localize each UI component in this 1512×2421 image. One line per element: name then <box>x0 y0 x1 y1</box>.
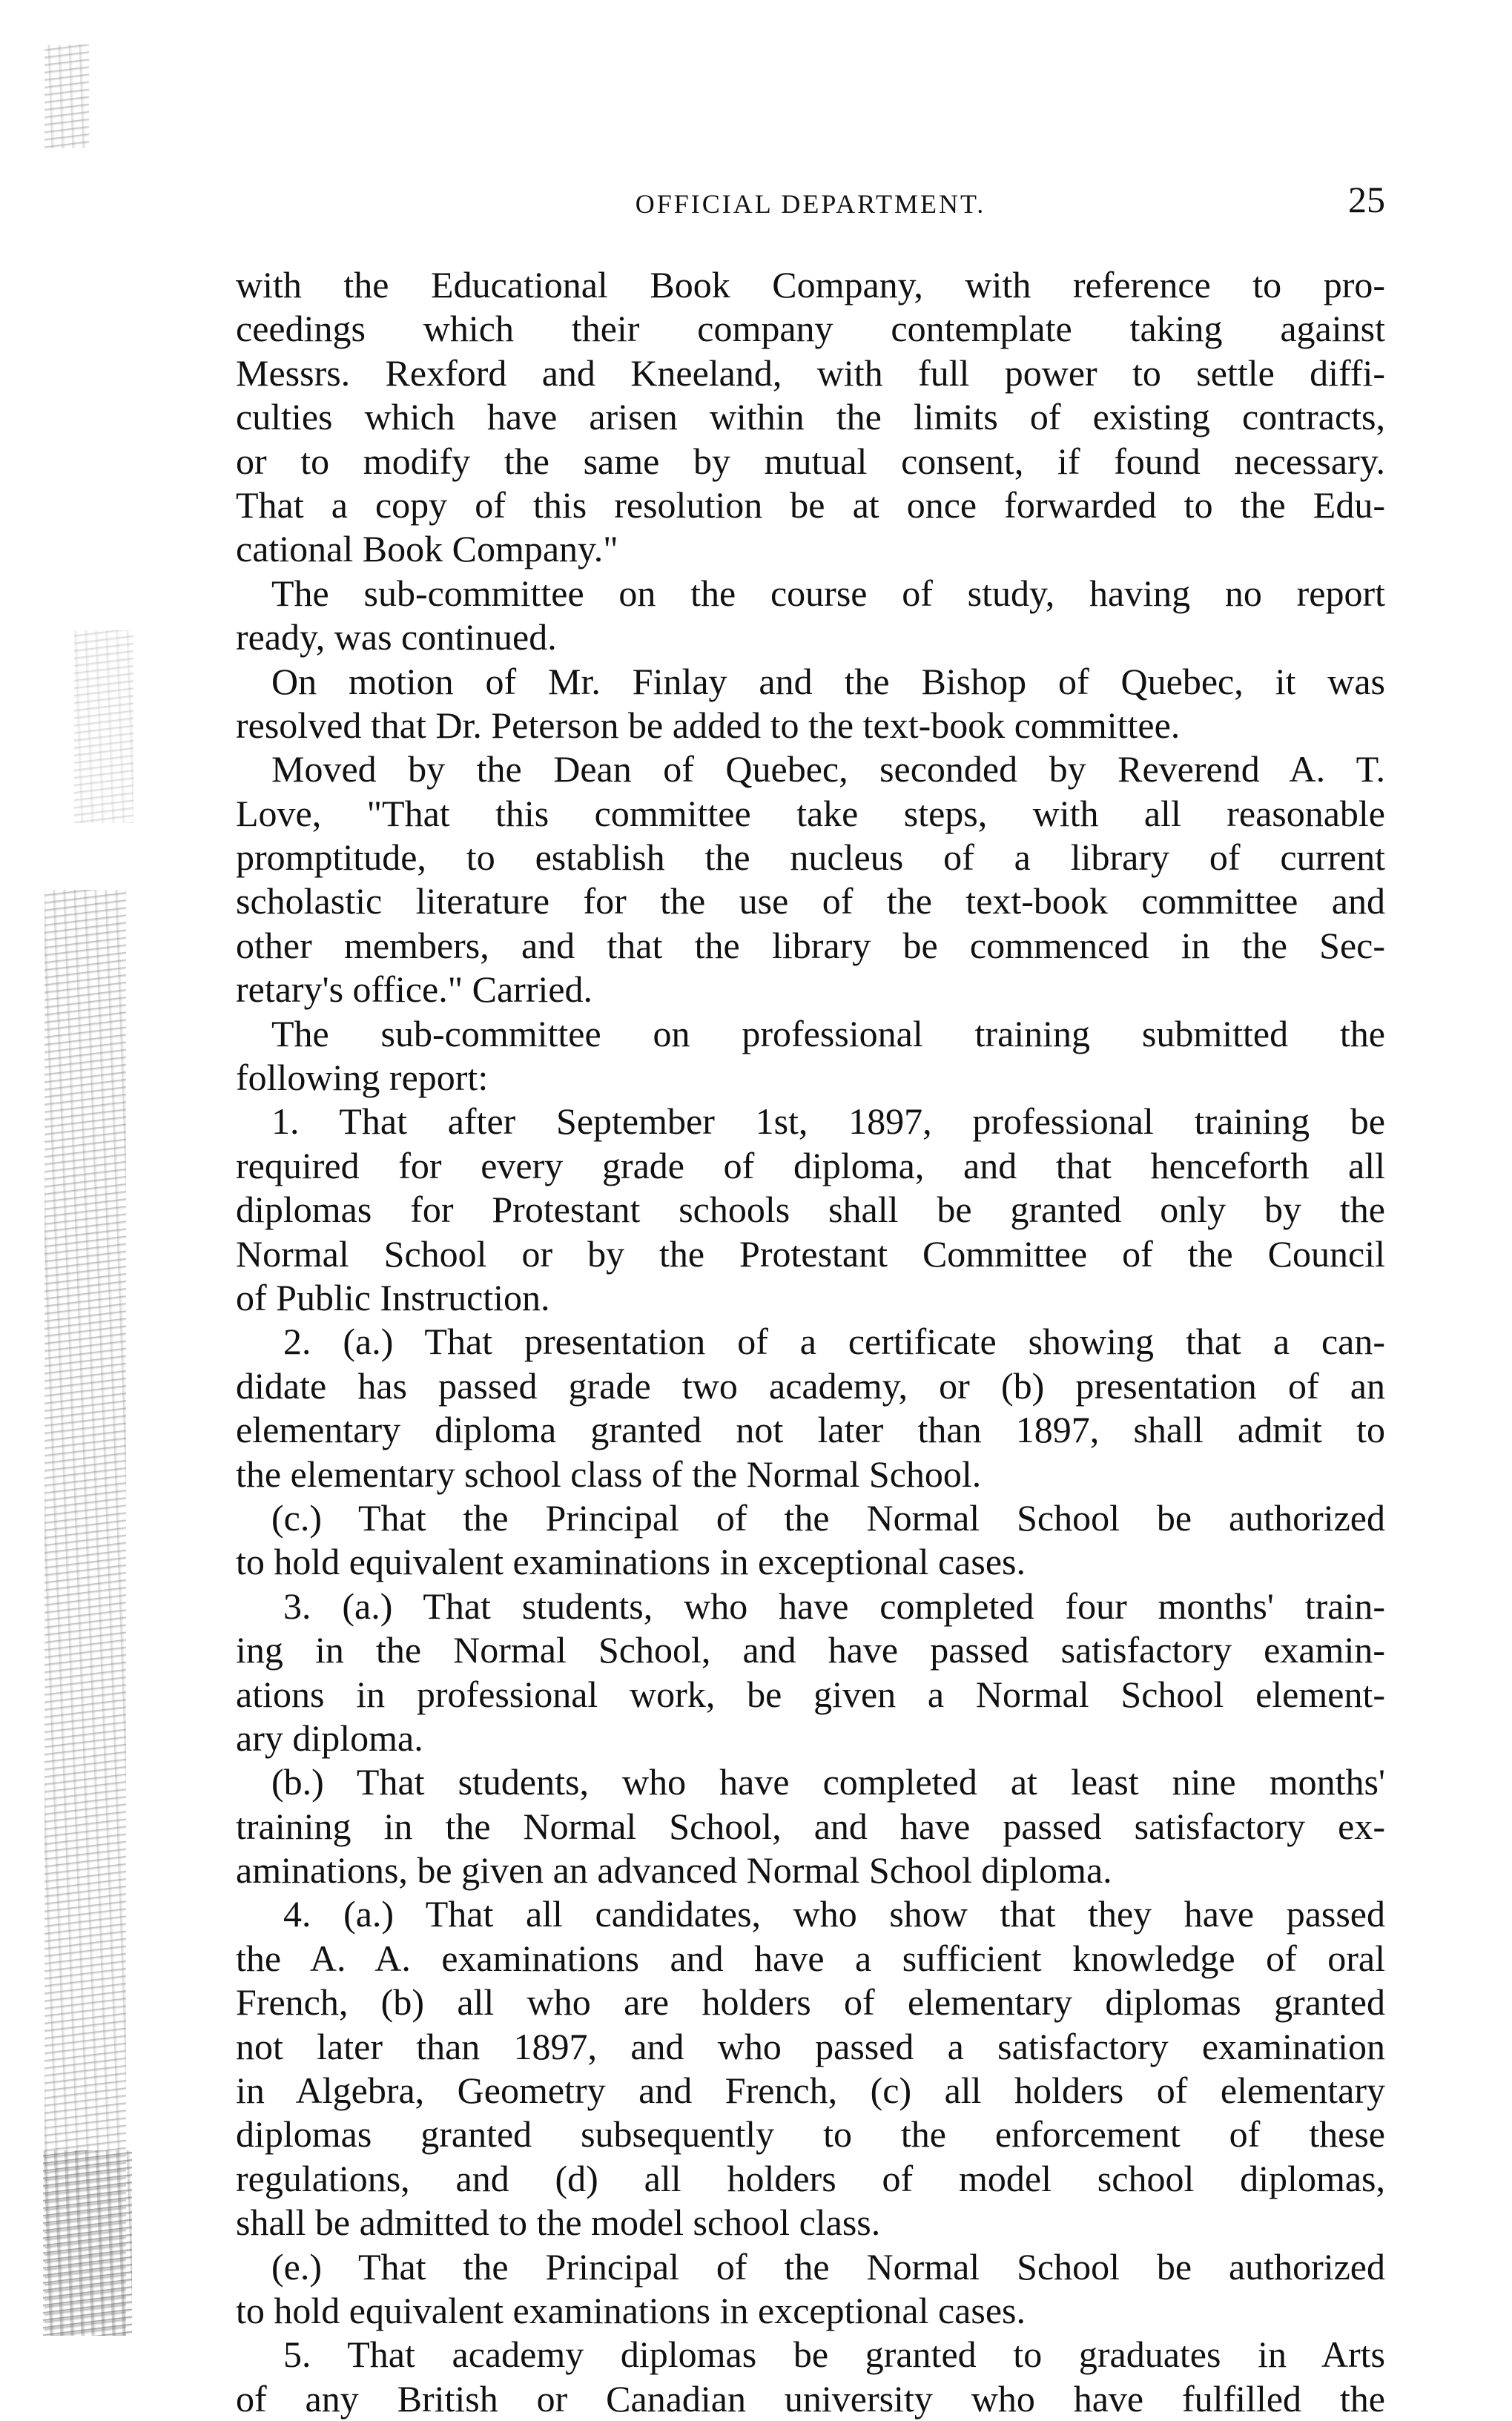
text-line: the A. A. examinations and have a sufficient knowledge of oral <box>236 1937 1385 1979</box>
text-line: Normal School or by the Protestant Committee of the Council <box>236 1232 1385 1275</box>
text-line: not later than 1897, and who passed a satisfactory examination <box>236 2025 1385 2067</box>
text-line: culties which have arisen within the limits of existing contracts, <box>236 396 1385 438</box>
text-line: The sub-committee on professional training submitted the <box>271 1012 1385 1054</box>
text-line: elementary diploma granted not later than 1897, shall admit to <box>236 1409 1385 1451</box>
body-text <box>236 263 1385 2421</box>
text-line: of any British or Canadian university who have fulfilled the <box>236 2377 1385 2420</box>
text-line: On motion of Mr. Finlay and the Bishop of Quebec, it was <box>271 660 1385 702</box>
text-line: diplomas for Protestant schools shall be granted only by the <box>236 1189 1385 1231</box>
text-line: or to modify the same by mutual consent, if found necessary. <box>236 440 1385 482</box>
text-line: (e.) That the Principal of the Normal School be authorized <box>271 2245 1385 2288</box>
text-line: didate has passed grade two academy, or (b) presentation of an <box>236 1364 1385 1407</box>
scan-edge-noise <box>44 44 89 148</box>
text-line: Love, "That this committee take steps, with all reasonable <box>236 792 1385 834</box>
scan-binding-edge <box>44 890 126 2336</box>
text-line: with the Educational Book Company, with reference to pro- <box>236 264 1385 305</box>
text-line: Moved by the Dean of Quebec, seconded by Reverend A. T. <box>271 748 1385 790</box>
text-line: 5. That academy diplomas be granted to graduates in Arts <box>283 2334 1385 2376</box>
text-line: resolved that Dr. Peterson be added to the text-book committee. <box>236 704 1181 746</box>
text-line: scholastic literature for the use of the text-book committee and <box>236 880 1385 922</box>
text-line: following report: <box>236 1057 489 1099</box>
scan-edge-noise <box>74 630 133 823</box>
text-line: ary diploma. <box>236 1717 423 1759</box>
text-line: required for every grade of diploma, and that henceforth all <box>236 1144 1385 1186</box>
text-line: ceedings which their company contemplate taking against <box>236 308 1385 350</box>
text-line: French, (b) all who are holders of elementary diplomas granted <box>236 1981 1385 2024</box>
text-line: 1. That after September 1st, 1897, professional training be <box>271 1100 1385 1143</box>
text-line: 4. (a.) That all candidates, who show that they have passed <box>283 1893 1385 1935</box>
text-line: ready, was continued. <box>236 616 557 658</box>
text-line: other members, and that the library be commenced in the Sec- <box>236 924 1385 966</box>
running-head: OFFICIAL DEPARTMENT. <box>635 189 986 219</box>
text-line: retary's office." Carried. <box>236 968 593 1011</box>
text-line: 2. (a.) That presentation of a certificate showing that a can- <box>283 1321 1385 1363</box>
page-number: 25 <box>1348 179 1385 220</box>
text-line: ing in the Normal School, and have passed satisfactory examin- <box>236 1629 1385 1671</box>
text-line: shall be admitted to the model school class. <box>236 2202 881 2244</box>
text-line: 3. (a.) That students, who have completed four months' train- <box>283 1585 1385 1627</box>
text-line: (c.) That the Principal of the Normal School be authorized <box>271 1496 1385 1539</box>
text-line: cational Book Company." <box>236 528 618 570</box>
text-line: to hold equivalent examinations in exceptional cases. <box>236 2289 1026 2331</box>
text-line: to hold equivalent examinations in exceptional cases. <box>236 1541 1026 1583</box>
text-line: regulations, and (d) all holders of model school diplomas, <box>236 2157 1385 2199</box>
scan-edge-noise <box>43 2150 132 2336</box>
text-line: ations in professional work, be given a Normal School element- <box>236 1673 1385 1715</box>
text-line: Messrs. Rexford and Kneeland, with full power to settle diffi- <box>236 351 1385 394</box>
text-line: of Public Instruction. <box>236 1276 550 1318</box>
text-line: promptitude, to establish the nucleus of a library of current <box>236 836 1385 879</box>
text-line: training in the Normal School, and have passed satisfactory ex- <box>236 1805 1385 1847</box>
text-line: (b.) That students, who have completed at least nine months' <box>271 1761 1385 1803</box>
text-line: diplomas granted subsequently to the enforcement of these <box>236 2113 1385 2156</box>
text-line: in Algebra, Geometry and French, (c) all holders of elementary <box>236 2070 1385 2112</box>
text-line: aminations, be given an advanced Normal School diploma. <box>236 1849 1112 1892</box>
text-line: That a copy of this resolution be at once forwarded to the Edu- <box>236 483 1385 526</box>
text-line: the elementary school class of the Normal School. <box>236 1453 982 1495</box>
text-line: The sub-committee on the course of study, having no report <box>271 572 1385 614</box>
page-header <box>236 178 1385 230</box>
